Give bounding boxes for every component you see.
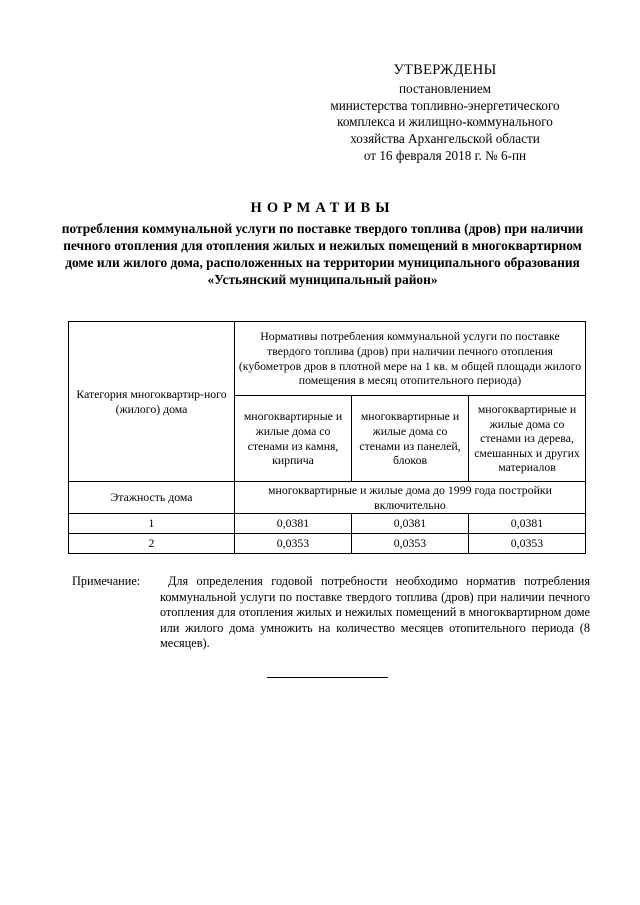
title-main: НОРМАТИВЫ xyxy=(250,200,395,216)
norms-table xyxy=(68,321,586,554)
value-cell: 0,0353 xyxy=(469,534,586,554)
approval-heading: УТВЕРЖДЕНЫ xyxy=(393,62,497,78)
closing-divider xyxy=(267,677,388,678)
category-header: Категория многоквартир-ного (жилого) дома xyxy=(69,322,235,482)
approval-line: хозяйства Архангельской области xyxy=(350,131,540,147)
period-label: многоквартирные и жилые дома до 1999 года постройки включительно xyxy=(235,482,586,514)
table-row xyxy=(69,534,586,554)
wall-type-wood: многоквартирные и жилые дома со стенами из дерева, смешанных и других материалов xyxy=(469,396,586,482)
floors-row xyxy=(69,482,586,514)
document-title xyxy=(50,200,595,288)
value-cell: 0,0381 xyxy=(469,514,586,534)
value-cell: 0,0381 xyxy=(352,514,469,534)
table-row xyxy=(69,514,586,534)
floor-cell: 2 xyxy=(69,534,235,554)
floors-label: Этажность дома xyxy=(69,482,235,514)
title-subtitle: потребления коммунальной услуги по поставке твердого топлива (дров) при наличии печного отопления для отопления жилых и нежилых помещений в многоквартирном доме или жилого дома, расположенных на территории муниципального образования «Устьянский муниципальный район» xyxy=(61,221,584,287)
value-cell: 0,0353 xyxy=(235,534,352,554)
approval-line: комплекса и жилищно-коммунального xyxy=(337,114,553,130)
approval-line: министерства топливно-энергетического xyxy=(330,97,560,113)
approval-date: от 16 февраля 2018 г. № 6-пн xyxy=(363,147,527,163)
wall-type-panel: многоквартирные и жилые дома со стенами из панелей, блоков xyxy=(352,396,469,482)
floor-cell: 1 xyxy=(69,514,235,534)
wall-type-stone: многоквартирные и жилые дома со стенами из камня, кирпича xyxy=(235,396,352,482)
value-cell: 0,0381 xyxy=(235,514,352,534)
value-cell: 0,0353 xyxy=(352,534,469,554)
note-block xyxy=(72,574,590,652)
note-text: Для определения годовой потребности необходимо норматив потребления коммунальной услуги по поставке твердого топлива (дров) при наличии печного отопления для отопления жилых и нежилых помещений в многоквартирном доме или жилого дома умножить на количество месяцев отопительного периода (8 месяцев). xyxy=(160,574,590,651)
approval-line: постановлением xyxy=(398,80,492,96)
table-header-row xyxy=(69,322,586,396)
approval-stamp xyxy=(300,62,590,165)
note-label: Примечание: xyxy=(72,574,141,588)
norms-header: Нормативы потребления коммунальной услуги по поставке твердого топлива (дров) при наличии печного отопления (кубометров дров в плотной мере на 1 кв. м общей площади жилого помещения в месяц отопительного периода) xyxy=(235,322,586,396)
